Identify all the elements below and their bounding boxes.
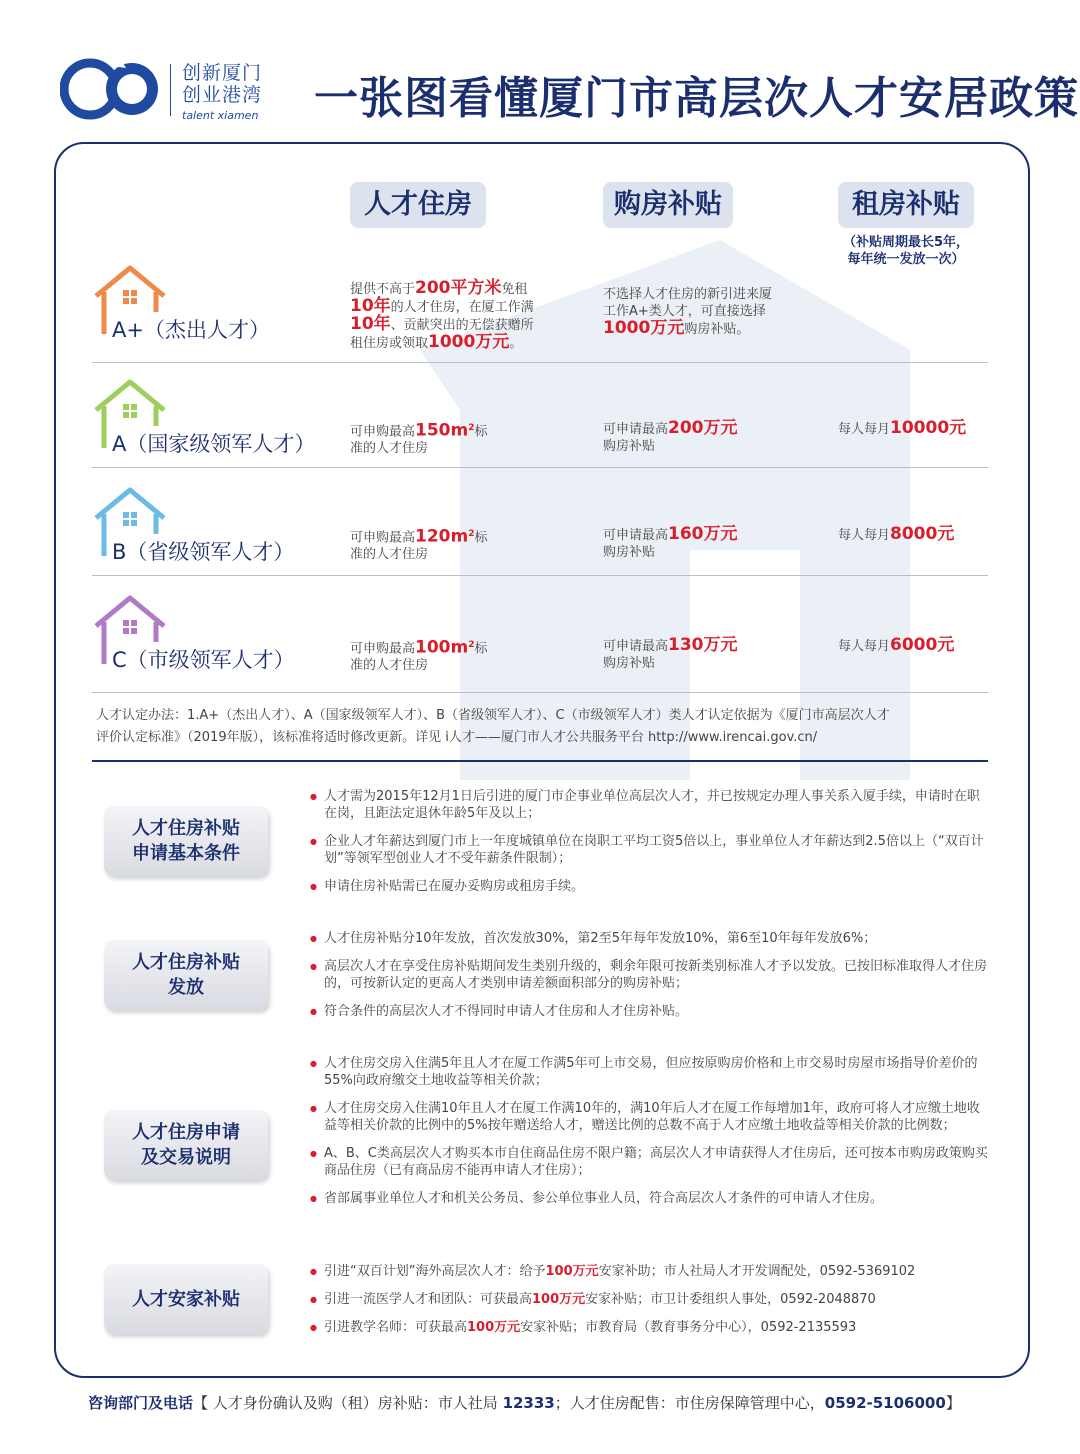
- a-rent: 每人每月10000元: [838, 418, 967, 438]
- a-plus-purchase: 不选择人才住房的新引进来厦 工作A+类人才，可直接选择 1000万元购房补贴。: [603, 287, 773, 338]
- contact-footer: 咨询部门及电话【 人才身份确认及购（租）房补贴：市人社局 12333；人才住房配售：市住房保障管理中心，0592-5106000】: [88, 1394, 961, 1412]
- phone-housing: 0592-5106000: [824, 1394, 946, 1412]
- footer-label: 咨询部门及电话: [88, 1394, 194, 1412]
- b-purchase: 可申请最高160万元 购房补贴: [603, 524, 738, 560]
- row-divider: [92, 362, 988, 363]
- c-purchase: 可申请最高130万元 购房补贴: [603, 635, 738, 671]
- b-housing: 可申购最高$120m^2$标 准的人才住房: [350, 526, 488, 563]
- row-divider: [92, 575, 988, 576]
- note-line2: 评价认定标准》（2019年版），该标准将适时修改更新。详见 i人才——厦门市人才公共服务平台 http://www.irencai.gov.cn/: [96, 730, 818, 745]
- c-rent: 每人每月6000元: [838, 635, 955, 655]
- rent-note-line1: （补贴周期最长5年，: [842, 235, 970, 250]
- phone-hr: 12333: [502, 1394, 555, 1412]
- list-item: ● 企业人才年薪达到厦门市上一年度城镇单位在岗职工平均工资5倍以上，事业单位人才年薪达到2.5倍以上（“双百计划”等领军型创业人才不受年薪条件限制）；: [310, 833, 990, 867]
- list-item: ● 人才住房交房入住满10年且人才在厦工作满10年的，满10年后人才在厦工作每增加1年，政府可将人才应缴土地收益等相关价款的比例中的5%按年赠送给人才，赠送比例的总数不高于人才应缴土地收益等相关价款的比例数；: [310, 1100, 990, 1134]
- row-divider: [92, 467, 988, 468]
- a-plus-housing: 提供不高于200平方米免租 10年的人才住房，在厦工作满 10年、贡献突出的无偿获赠所 租住房或领取1000万元。: [350, 278, 534, 352]
- settlement-list: [310, 1263, 990, 1347]
- list-item: ● 人才住房补贴分10年发放，首次发放30%，第2至5年每年发放10%，第6至10年每年发放6%；: [310, 930, 990, 947]
- note-line1: 人才认定办法：1.A+（杰出人才）、A（国家级领军人才）、B（省级领军人才）、C（市级领军人才）类人才认定依据为《厦门市高层次人才: [96, 708, 890, 723]
- list-item: ● 申请住房补贴需已在厦办妥购房或租房手续。: [310, 878, 990, 895]
- column-header-housing: 人才住房: [350, 182, 486, 228]
- c-housing: 可申购最高$100m^2$标 准的人才住房: [350, 637, 488, 674]
- logo-divider: [170, 64, 171, 116]
- section-label-transaction: 人才住房申请 及交易说明: [104, 1110, 268, 1180]
- b-rent: 每人每月8000元: [838, 524, 955, 544]
- list-item: ● 引进教学名师：可获最高100万元安家补贴；市教育局（教育事务分中心），0592-2135593: [310, 1319, 990, 1336]
- column-header-rent: 租房补贴: [838, 182, 974, 228]
- section-label-basic-conditions: 人才住房补贴 申请基本条件: [104, 806, 268, 876]
- logo-text-line3: talent xiamen: [182, 109, 259, 122]
- row-divider: [92, 692, 988, 693]
- category-a-plus: A+（杰出人才）: [112, 318, 270, 342]
- list-item: ● 引进“双百计划”海外高层次人才：给予100万元安家补助；市人社局人才开发调配处，0592-5369102: [310, 1263, 990, 1280]
- category-c: C（市级领军人才）: [112, 648, 295, 672]
- basic-conditions-list: [310, 788, 990, 906]
- list-item: ● 符合条件的高层次人才不得同时申请人才住房和人才住房补贴。: [310, 1003, 990, 1020]
- list-item: ● 人才需为2015年12月1日后引进的厦门市企事业单位高层次人才，并已按规定办理人事关系入厦手续，申请时在职在岗，且距法定退休年龄5年及以上；: [310, 788, 990, 822]
- logo-text-line2: 创业港湾: [182, 84, 263, 106]
- talent-xiamen-logo: [60, 52, 162, 126]
- section-label-settlement: 人才安家补贴: [104, 1264, 268, 1334]
- distribution-list: [310, 930, 990, 1031]
- list-item: ● 高层次人才在享受住房补贴期间发生类别升级的，剩余年限可按新类别标准人才予以发放。已按旧标准取得人才住房的，可按新认定的更高人才类别申请差额面积部分的购房补贴；: [310, 958, 990, 992]
- section-separator: [92, 760, 988, 762]
- list-item: ● 人才住房交房入住满5年且人才在厦工作满5年可上市交易，但应按原购房价格和上市交易时房屋市场指导价差价的55%向政府缴交土地收益等相关价款；: [310, 1055, 990, 1089]
- a-housing: 可申购最高$150m^2$标 准的人才住房: [350, 420, 488, 457]
- column-header-purchase: 购房补贴: [603, 182, 733, 228]
- list-item: ● 省部属事业单位人才和机关公务员、参公单位事业人员，符合高层次人才条件的可申请人才住房。: [310, 1190, 990, 1207]
- rent-note-line2: 每年统一发放一次）: [847, 252, 965, 267]
- transaction-list: [310, 1055, 990, 1218]
- page-title: 一张图看懂厦门市高层次人才安居政策: [314, 73, 1079, 124]
- list-item: ● A、B、C类高层次人才购买本市自住商品住房不限户籍；高层次人才申请获得人才住房后，还可按本市购房政策购买商品住房（已有商品房不能再申请人才住房）；: [310, 1145, 990, 1179]
- certification-note: [96, 705, 996, 749]
- list-item: ● 引进一流医学人才和团队：可获最高100万元安家补贴；市卫计委组织人事处，0592-2048870: [310, 1291, 990, 1308]
- category-a: A（国家级领军人才）: [112, 432, 316, 456]
- rent-note: [828, 234, 984, 268]
- category-b: B（省级领军人才）: [112, 540, 295, 564]
- logo-text-line1: 创新厦门: [182, 62, 263, 84]
- section-label-distribution: 人才住房补贴 发放: [104, 940, 268, 1010]
- a-purchase: 可申请最高200万元 购房补贴: [603, 418, 738, 454]
